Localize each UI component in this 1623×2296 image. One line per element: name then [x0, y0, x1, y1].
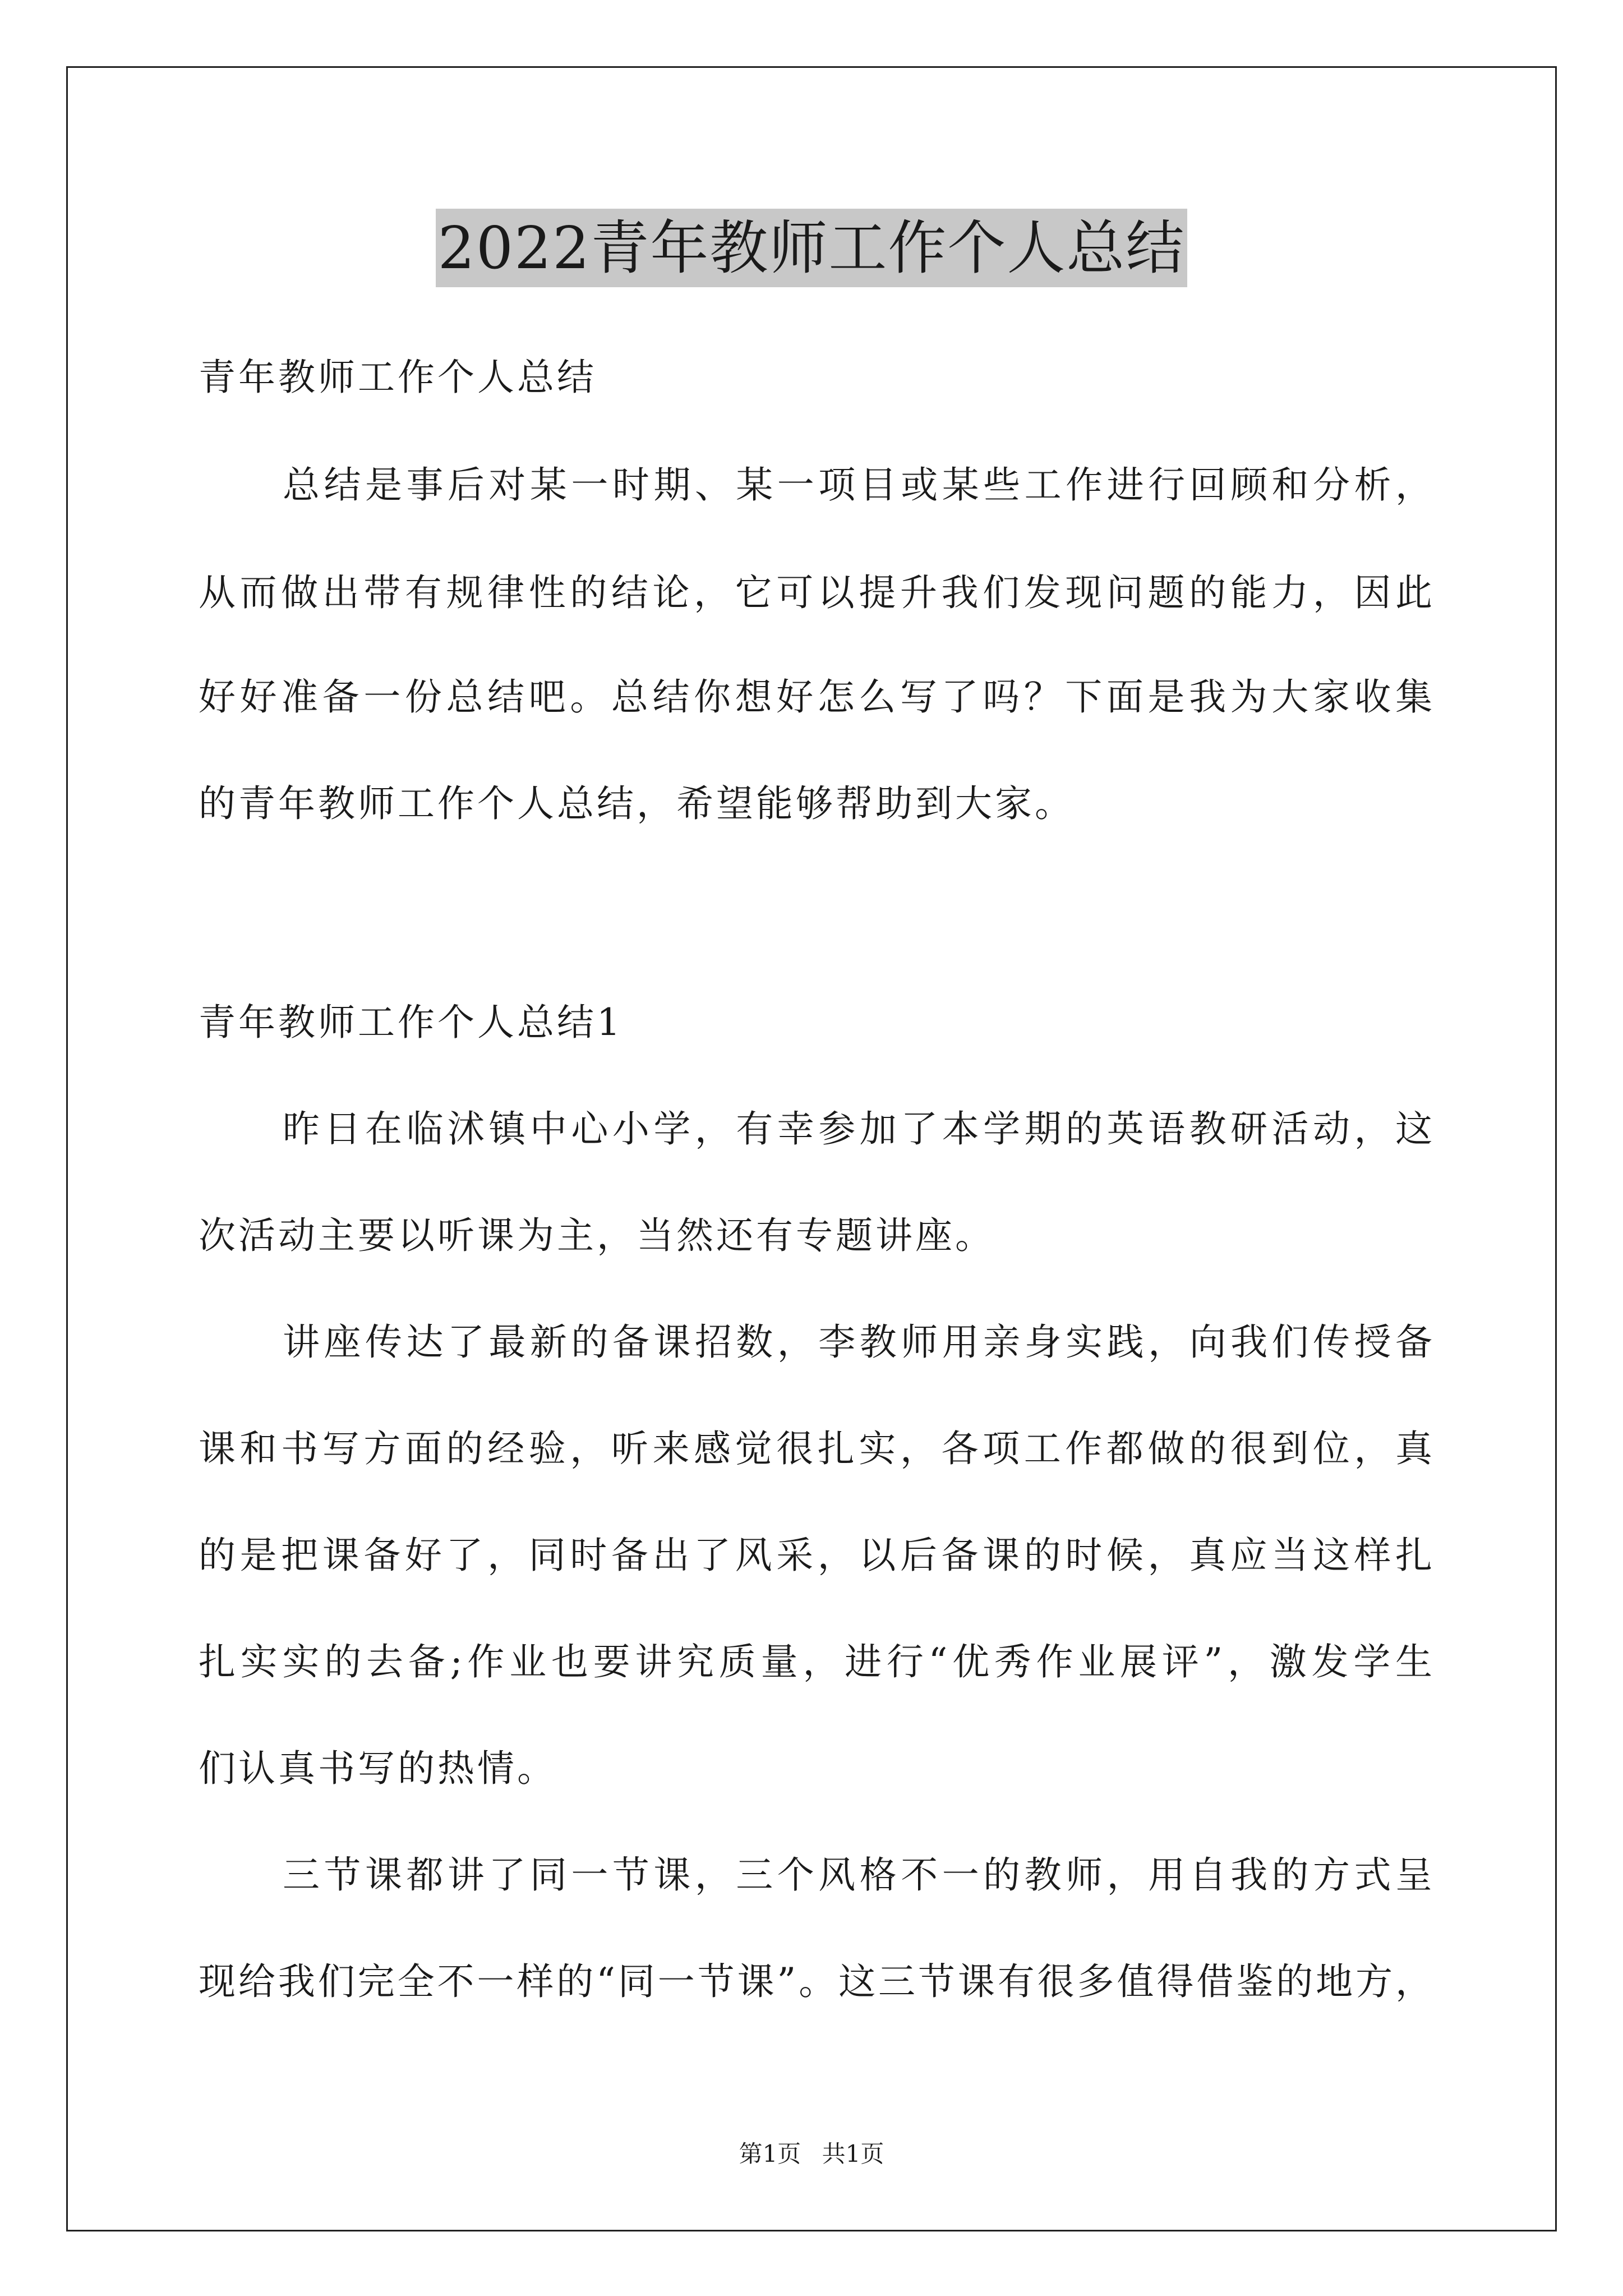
paragraph-line: 昨日在临沭镇中心小学，有幸参加了本学期的英语教研活动，这 — [283, 1107, 1432, 1151]
paragraph-line: 们认真书写的热情。 — [199, 1747, 557, 1790]
paragraph-line: 现给我们完全不一样的“同一节课”。这三节课有很多值得借鉴的地方， — [199, 1960, 1432, 2003]
paragraph-line: 次活动主要以听课为主，当然还有专题讲座。 — [199, 1214, 995, 1257]
paragraph-line: 三节课都讲了同一节课，三个风格不一的教师，用自我的方式呈 — [283, 1853, 1432, 1897]
page-total: 共1页 — [822, 2140, 884, 2168]
title-wrap — [0, 209, 1623, 287]
paragraph-line: 扎实实的去备;作业也要讲究质量，进行“优秀作业展评”，激发学生 — [199, 1640, 1432, 1683]
paragraph-line: 讲座传达了最新的备课招数，李教师用亲身实践，向我们传授备 — [283, 1320, 1432, 1364]
section-heading: 青年教师工作个人总结1 — [199, 1001, 623, 1044]
page-footer — [0, 2137, 1623, 2171]
paragraph-line: 好好准备一份总结吧。总结你想好怎么写了吗？下面是我为大家收集 — [199, 675, 1432, 719]
paragraph-line: 总结是事后对某一时期、某一项目或某些工作进行回顾和分析， — [283, 463, 1432, 507]
document-title: 2022青年教师工作个人总结 — [436, 209, 1188, 287]
paragraph-line: 从而做出带有规律性的结论，它可以提升我们发现问题的能力，因此 — [199, 571, 1432, 614]
paragraph-line: 课和书写方面的经验，听来感觉很扎实，各项工作都做的很到位，真 — [199, 1427, 1432, 1470]
paragraph-line: 的青年教师工作个人总结，希望能够帮助到大家。 — [199, 782, 1075, 825]
section-heading: 青年教师工作个人总结 — [199, 356, 597, 399]
paragraph-line: 的是把课备好了，同时备出了风采，以后备课的时候，真应当这样扎 — [199, 1534, 1432, 1577]
page-number: 第1页 — [739, 2140, 801, 2168]
